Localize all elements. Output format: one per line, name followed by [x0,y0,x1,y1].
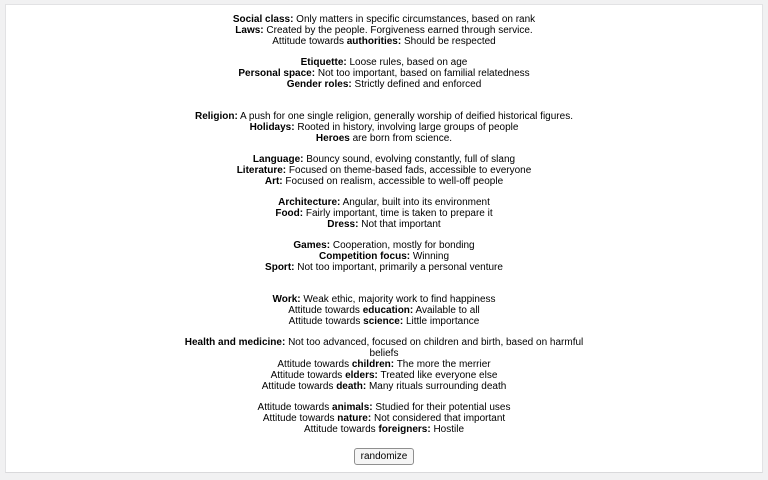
field-label: death: [336,381,367,392]
field-value: Attitude towards [270,370,346,381]
randomize-button[interactable]: randomize [354,448,415,465]
field-label: Heroes [315,133,350,144]
text-line [6,337,762,348]
button-row [6,446,762,465]
text-line [6,370,762,381]
text-line [6,251,762,262]
field-value: Attitude towards [257,402,333,413]
field-value: are born from science. [349,133,453,144]
field-label: Gender roles: [286,79,352,90]
field-value: Attitude towards [303,424,379,435]
field-label: education: [362,305,414,316]
field-value: Studied for their potential uses [372,402,511,413]
text-line [6,176,762,187]
field-label: Health and medicine: [184,337,286,348]
field-label: Literature: [236,165,287,176]
text-block-3 [6,111,762,144]
field-label: elders: [345,370,378,381]
field-value: Not considered that important [371,413,506,424]
text-line [6,305,762,316]
field-value: Attitude towards [272,36,347,47]
field-value: Winning [410,251,449,262]
culture-description [6,5,762,435]
field-value: Attitude towards [261,381,337,392]
text-line [6,402,762,413]
field-label: Art: [264,176,283,187]
field-value: Strictly defined and enforced [351,79,482,90]
field-label: Work: [272,294,301,305]
field-label: Sport: [265,262,295,273]
field-label: Food: [275,208,304,219]
field-label: Personal space: [238,68,316,79]
text-line [6,122,762,133]
text-block-8 [6,337,762,392]
field-value: Should be respected [401,36,496,47]
field-value: Cooperation, mostly for bonding [330,240,475,251]
field-label: authorities: [346,36,402,47]
text-line [6,36,762,47]
field-value: Attitude towards [277,359,352,370]
text-block-4 [6,154,762,187]
field-value: Attitude towards [262,413,338,424]
text-line [6,219,762,230]
field-label: Laws: [235,25,264,36]
field-value: Not that important [358,219,441,230]
text-line [6,154,762,165]
field-value: Weak ethic, majority work to find happiness [300,294,496,305]
field-value: Little importance [403,316,480,327]
text-line [6,208,762,219]
text-block-5 [6,197,762,230]
text-line [6,68,762,79]
field-value: Fairly important, time is taken to prepare it [303,208,493,219]
field-value: Rooted in history, involving large groups of people [294,122,519,133]
text-line [6,240,762,251]
text-line [6,359,762,370]
field-value: Attitude towards [288,316,364,327]
text-line [6,316,762,327]
field-value: Only matters in specific circumstances, based on rank [293,14,536,25]
text-line [6,381,762,392]
field-value: Loose rules, based on age [346,57,468,68]
text-line [6,111,762,122]
text-line [6,25,762,36]
field-label: Language: [252,154,304,165]
field-value: Many rituals surrounding death [366,381,507,392]
field-label: Architecture: [278,197,341,208]
field-label: science: [363,316,404,327]
field-value: Treated like everyone else [377,370,498,381]
text-block-6 [6,240,762,273]
field-value: Created by the people. Forgiveness earned through service. [263,25,533,36]
page-panel [5,4,763,473]
field-value: A push for one single religion, generally worship of deified historical figures. [237,111,573,122]
field-label: nature: [337,413,372,424]
field-value: Angular, built into its environment [340,197,490,208]
field-label: Social class: [232,14,294,25]
field-value: Not too important, based on familial relatedness [315,68,530,79]
field-label: Dress: [327,219,359,230]
field-value: Available to all [413,305,480,316]
field-label: Religion: [195,111,238,122]
field-value: beliefs [369,348,399,359]
field-value: Focused on theme-based fads, accessible to everyone [286,165,532,176]
text-block-7 [6,294,762,327]
text-block-9 [6,402,762,435]
field-label: Games: [293,240,331,251]
text-line [6,57,762,68]
text-line [6,348,762,359]
text-line [6,14,762,25]
text-block-2 [6,57,762,90]
field-label: Etiquette: [300,57,347,68]
field-label: children: [351,359,395,370]
text-line [6,197,762,208]
text-line [6,262,762,273]
field-value: Attitude towards [288,305,363,316]
field-label: Holidays: [249,122,295,133]
field-value: Not too advanced, focused on children and birth, based on harmful [285,337,584,348]
text-line [6,79,762,90]
field-label: Competition focus: [318,251,411,262]
field-value: Focused on realism, accessible to well-off people [282,176,504,187]
field-value: Not too important, primarily a personal venture [294,262,503,273]
field-value: Hostile [430,424,465,435]
field-label: foreigners: [378,424,431,435]
text-block-1 [6,14,762,47]
field-value: Bouncy sound, evolving constantly, full of slang [303,154,516,165]
text-line [6,133,762,144]
text-line [6,424,762,435]
text-line [6,413,762,424]
text-line [6,294,762,305]
field-value: The more the merrier [394,359,491,370]
field-label: animals: [332,402,373,413]
text-line [6,165,762,176]
